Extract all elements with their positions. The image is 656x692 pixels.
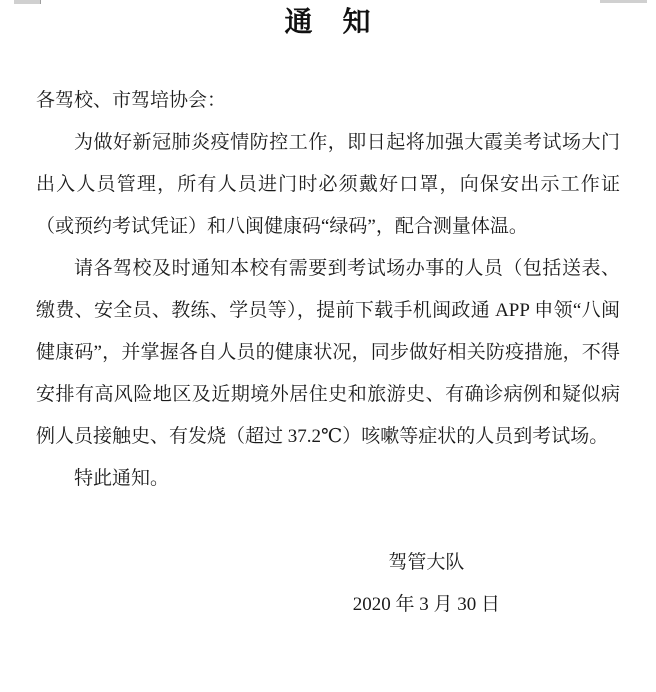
salutation: 各驾校、市驾培协会： xyxy=(36,90,227,111)
page-title: 通 知 xyxy=(284,7,372,38)
signature-name: 驾管大队 xyxy=(388,552,465,573)
closing-line: 特此通知。 xyxy=(74,468,170,489)
signature-date: 2020 年 3 月 30 日 xyxy=(352,594,500,615)
signature-block xyxy=(353,542,500,626)
paragraph-1: 为做好新冠肺炎疫情防控工作，即日起将加强大霞美考试场大门出入人员管理，所有人员进门时必须戴好口罩，向保安出示工作证（或预约考试凭证）和八闽健康码“绿码”，配合测量体温。 xyxy=(36,132,620,237)
paragraph-2: 请各驾校及时通知本校有需要到考试场办事的人员（包括送表、缴费、安全员、教练、学员等），提前下载手机闽政通 APP 申领“八闽健康码”，并掌握各自人员的健康状况，同步做好相关防疫措施，不得安排有高风险地区及近期境外居住史和旅游史、有确诊病例和疑似病例人员接触史、有发烧（超过 37.2℃）咳嗽等症状的人员到考试场。 xyxy=(36,258,620,447)
notice-document xyxy=(36,0,620,626)
